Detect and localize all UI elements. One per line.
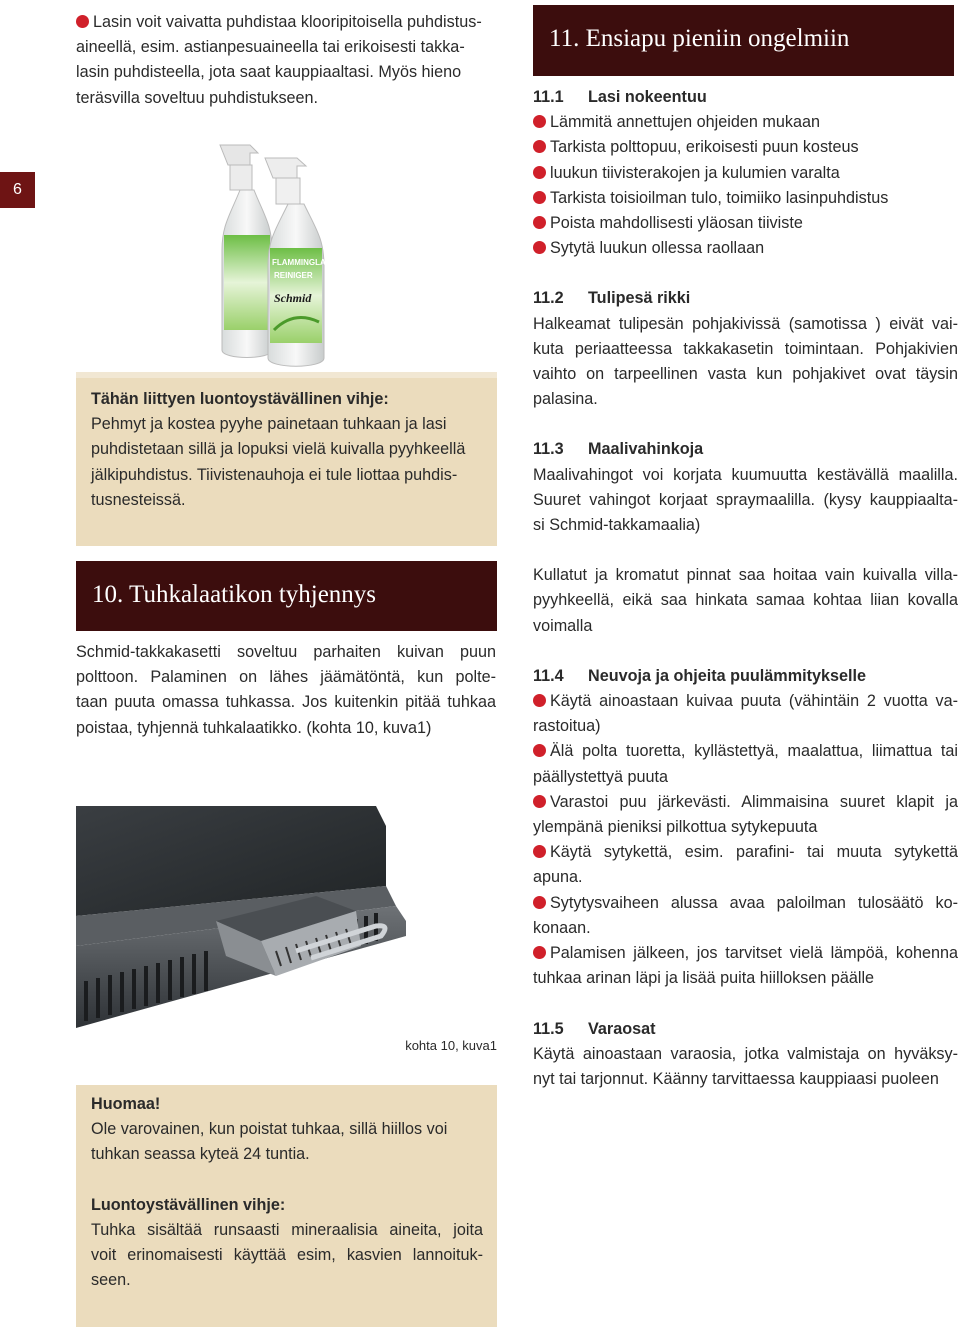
section-title: 11. Ensiapu pieniin ongelmiin <box>549 25 850 52</box>
tip-title: Luontoystävällinen vihje: <box>91 1195 286 1214</box>
bullet-icon <box>533 795 546 808</box>
tip-line: jälkipuhdistus. Tiivistenauhoja ei tule liottaa puhdis- <box>91 465 458 484</box>
paragraph-line: Suuret vahingot korjaat spraymaalilla. (kysy kauppiaalta- <box>533 490 958 509</box>
bullet-icon <box>533 896 546 909</box>
list-item: Käytä sytykettä, esim. parafini- tai muuta sytykettä apuna. <box>533 843 958 887</box>
tip-line: Tuhka sisältää runsaasti mineraalisia aineita, joita <box>91 1220 483 1239</box>
subsection-11-3-heading: 11.3 Maalivahinkoja <box>533 440 704 459</box>
subsection-11-1-heading: 11.1 Lasi nokeentuu <box>533 88 707 106</box>
paragraph-line: voimalla <box>533 616 593 635</box>
paragraph-line: nyt tai tarjonnut. Käänny tarvittaessa kauppiaasi puoleen <box>533 1069 939 1088</box>
bullet-icon <box>533 241 546 254</box>
paragraph-line: si Schmid-takkamaalia) <box>533 516 701 535</box>
image-caption: kohta 10, kuva1 <box>405 1038 497 1053</box>
paragraph-line: polttoon. Palaminen on lähes jäämätöntä, kun polte- <box>76 668 496 687</box>
intro-line: aineellä, esim. astianpesuaineella tai erikoisesti takka- <box>76 38 465 57</box>
bullet-icon <box>533 744 546 757</box>
bottle-label-text: REINIGER <box>274 271 313 280</box>
paragraph-line: vaihto on tarpeellinen vasta kun pohjakivet ovat täysin <box>533 365 958 384</box>
tip-line: voit erinomaisesti käyttää esim, kasvien lannoituk- <box>91 1246 483 1265</box>
tip-line: tusnesteissä. <box>91 490 186 509</box>
subsection-11-4-heading: 11.4 Neuvoja ja ohjeita puulämmitykselle <box>533 666 866 685</box>
list-item: Palamisen jälkeen, jos tarvitset vielä lämpöä, kohenna tuhkaa arinan läpi ja lisää puita hiilloksen päälle <box>533 944 958 988</box>
list-item: Älä polta tuoretta, kyllästettyä, maalattua, liimattua tai päällystettyä puuta <box>533 742 958 786</box>
paragraph-line: poistaa, tyhjennä tuhkalaatikko. (kohta 10, kuva1) <box>76 718 432 737</box>
list-item: Lämmitä annettujen ohjeiden mukaan <box>533 110 958 135</box>
tip-line: puhdistetaan sillä ja lopuksi vielä kuivalla pyyhkeellä <box>91 440 466 459</box>
tip-box-1 <box>76 378 497 546</box>
bullet-icon <box>533 845 546 858</box>
list-item: Varastoi puu järkevästi. Alimmaisina suuret klapit ja ylempänä pieniksi pilkottua sytykepuuta <box>533 792 958 837</box>
intro-line: teräsvilla soveltuu puhdistukseen. <box>76 88 319 107</box>
bullet-icon <box>533 216 546 229</box>
subsection-11-2-heading: 11.2 Tulipesä rikki <box>533 289 691 308</box>
list-item: Tarkista toisioilman tulo, toimiiko lasinpuhdistus <box>533 186 958 211</box>
bottle-brand-text: Schmid <box>274 291 312 305</box>
bullet-icon <box>533 115 546 128</box>
bullet-icon <box>533 694 546 707</box>
warning-line: Ole varovainen, kun poistat tuhkaa, sillä hiillos voi <box>91 1120 448 1139</box>
warning-line: tuhkan seassa kyteä 24 tuntia. <box>91 1145 310 1164</box>
bullet-icon <box>533 166 546 179</box>
bullet-icon <box>76 15 89 28</box>
intro-line: lasin puhdisteella, jota saat kauppiaaltasi. Myös hieno <box>76 63 462 82</box>
paragraph-line: Schmid-takkakasetti soveltuu parhaiten kuivan puun <box>76 643 496 661</box>
paragraph-line: Käytä ainoastaan varaosia, jotka valmistaja on hyväksy- <box>533 1044 958 1063</box>
tip-title: Tähän liittyen luontoystävällinen vihje: <box>91 390 389 408</box>
tip-line: Pehmyt ja kostea pyyhe painetaan tuhkaan ja lasi <box>91 415 447 434</box>
bullet-icon <box>533 946 546 959</box>
warning-title: Huomaa! <box>91 1095 161 1113</box>
section-10-paragraph <box>76 640 496 741</box>
list-item: Tarkista polttopuu, erikoisesti puun kosteus <box>533 135 958 160</box>
list-item: Poista mahdollisesti yläosan tiiviste <box>533 211 958 236</box>
paragraph-line: palasina. <box>533 390 598 409</box>
bullet-icon <box>533 140 546 153</box>
intro-paragraph <box>76 10 496 111</box>
bullet-icon <box>533 191 546 204</box>
paragraph-line: taan puuta omassa tuhkassa. Jos kuitenkin pitää tuhkaa <box>76 693 496 712</box>
section-11-heading <box>533 5 954 76</box>
ash-drawer-image <box>76 806 416 1028</box>
bottle-label-text: FLAMMINGLAS <box>272 258 332 267</box>
tip-line: seen. <box>91 1271 131 1290</box>
paragraph-line: pyyhkeellä, eikä saa hinkata samaa kohtaa liian kovalla <box>533 591 958 610</box>
paragraph-line: Maalivahingot voi korjata kuumuutta kestävällä maalilla. <box>533 465 958 484</box>
subsection-11-5-heading: 11.5 Varaosat <box>533 1019 656 1038</box>
spray-bottles-image <box>210 140 360 372</box>
page-number: 6 <box>0 172 35 208</box>
list-item: Sytytysvaiheen alussa avaa paloilman tulosäätö ko- konaan. <box>533 893 958 937</box>
list-item: Käytä ainoastaan kuivaa puuta (vähintäin 2 vuotta va- rastoitua) <box>533 692 958 736</box>
section-10-heading <box>76 561 497 631</box>
paragraph-line: Kullatut ja kromatut pinnat saa hoitaa vain kuivalla villa- <box>533 566 958 585</box>
section-11-body <box>533 85 958 1092</box>
paragraph-line: Halkeamat tulipesän pohjakivissä (samotissa ) eivät vai- <box>533 314 958 333</box>
paragraph-line: kuta periaatteessa takkakasetin toimintaan. Pohjakivien <box>533 339 958 358</box>
list-item: luukun tiivisterakojen ja kulumien varalta <box>533 161 958 186</box>
intro-line: Lasin voit vaivatta puhdistaa klooripitoisella puhdistus- <box>93 13 482 31</box>
section-title: 10. Tuhkalaatikon tyhjennys <box>92 581 377 608</box>
warning-tip-box <box>76 1085 497 1327</box>
list-item: Sytytä luukun ollessa raollaan <box>533 236 958 261</box>
